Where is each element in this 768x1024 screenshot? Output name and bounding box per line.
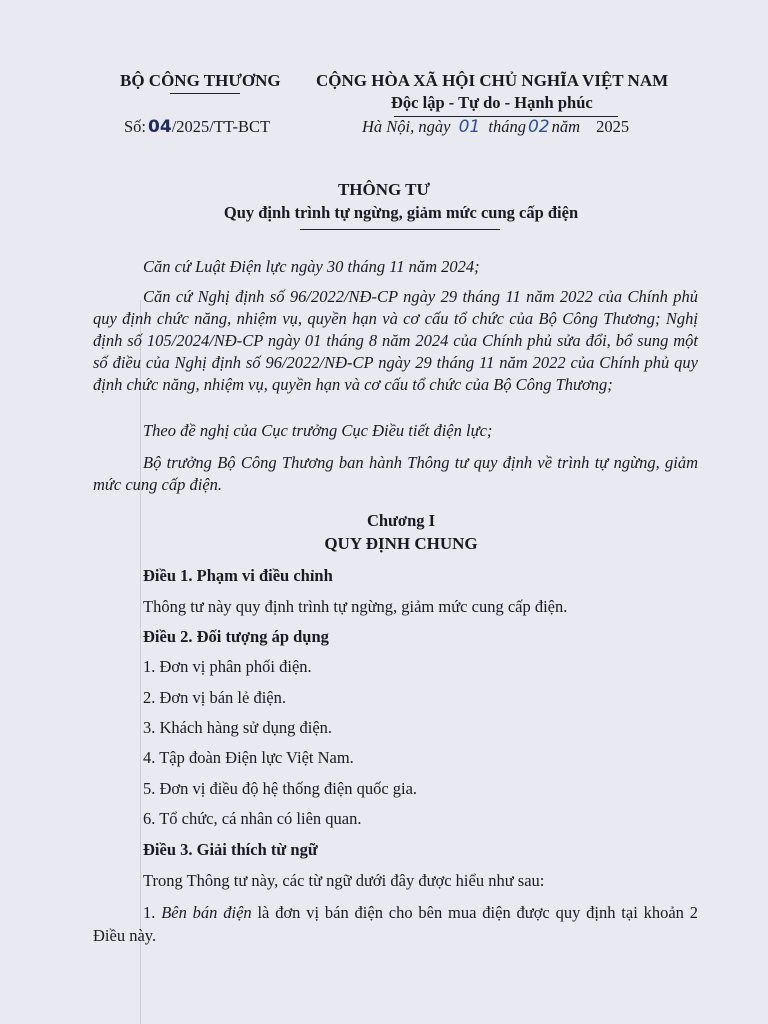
year-label: năm bbox=[551, 117, 581, 136]
preamble-law: Căn cứ Luật Điện lực ngày 30 tháng 11 năm 2024; bbox=[143, 257, 480, 276]
number-suffix: /2025/TT-BCT bbox=[171, 117, 271, 136]
subject-underline bbox=[300, 229, 500, 230]
number-handwritten: 04 bbox=[148, 117, 172, 137]
article2-item: 1. Đơn vị phân phối điện. bbox=[143, 657, 312, 676]
article3-item1-term: Bên bán điện bbox=[161, 903, 252, 922]
month-handwritten: 02 bbox=[527, 117, 550, 137]
ministry-name: BỘ CÔNG THƯƠNG bbox=[120, 71, 281, 90]
place-date-prefix: Hà Nội, ngày bbox=[362, 117, 451, 136]
article1-body: Thông tư này quy định trình tự ngừng, giảm mức cung cấp điện. bbox=[143, 597, 568, 616]
republic-name: CỘNG HÒA XÃ HỘI CHỦ NGHĨA VIỆT NAM bbox=[316, 71, 669, 90]
article3-item1-number: 1. bbox=[143, 903, 156, 922]
document-subject: Quy định trình tự ngừng, giảm mức cung cấp điện bbox=[223, 203, 579, 222]
preamble-issuance: Bộ trưởng Bộ Công Thương ban hành Thông tư quy định về trình tự ngừng, giảm mức cung cấp điện. bbox=[93, 453, 698, 494]
article3-item1 bbox=[93, 901, 698, 947]
day-handwritten: 01 bbox=[458, 117, 481, 137]
ministry-underline bbox=[170, 93, 240, 94]
month-label: tháng bbox=[488, 117, 526, 136]
preamble-decrees: Căn cứ Nghị định số 96/2022/NĐ-CP ngày 29 tháng 11 năm 2022 của Chính phủ quy định chức năng, nhiệm vụ, quyền hạn và cơ cấu tổ chức của Bộ Công Thương; Nghị định số 105/2024/NĐ-CP ngày 01 tháng 8 năm 2024 của Chính phủ sửa đổi, bổ sung một số điều của Nghị định số 96/2022/NĐ-CP ngày 29 tháng 11 năm 2022 của Chính phủ quy định chức năng, nhiệm vụ, quyền hạn và cơ cấu tổ chức của Bộ Công Thương; bbox=[93, 287, 698, 394]
motto: Độc lập - Tự do - Hạnh phúc bbox=[391, 93, 593, 112]
article2-item: 3. Khách hàng sử dụng điện. bbox=[143, 718, 333, 737]
place-date bbox=[362, 117, 629, 137]
chapter-title: QUY ĐỊNH CHUNG bbox=[324, 534, 478, 553]
document-number bbox=[124, 117, 270, 137]
article2-item: 4. Tập đoàn Điện lực Việt Nam. bbox=[143, 748, 354, 767]
number-prefix: Số: bbox=[124, 117, 147, 136]
article1-heading: Điều 1. Phạm vi điều chỉnh bbox=[143, 566, 333, 585]
document-type: THÔNG TƯ bbox=[337, 180, 431, 199]
article2-heading: Điều 2. Đối tượng áp dụng bbox=[143, 627, 329, 646]
preamble-proposal: Theo đề nghị của Cục trưởng Cục Điều tiết điện lực; bbox=[143, 421, 493, 440]
article3-intro: Trong Thông tư này, các từ ngữ dưới đây được hiểu như sau: bbox=[143, 871, 545, 890]
article3-item1-rest: là đơn vị bán điện cho bên mua điện được quy định tại khoản 2 Điều này. bbox=[93, 903, 699, 945]
article2-item: 5. Đơn vị điều độ hệ thống điện quốc gia. bbox=[143, 779, 418, 798]
article2-item: 2. Đơn vị bán lẻ điện. bbox=[143, 688, 286, 707]
article3-heading: Điều 3. Giải thích từ ngữ bbox=[143, 840, 318, 859]
chapter-label: Chương I bbox=[366, 511, 436, 530]
article2-item: 6. Tổ chức, cá nhân có liên quan. bbox=[143, 809, 362, 828]
year: 2025 bbox=[596, 117, 630, 136]
